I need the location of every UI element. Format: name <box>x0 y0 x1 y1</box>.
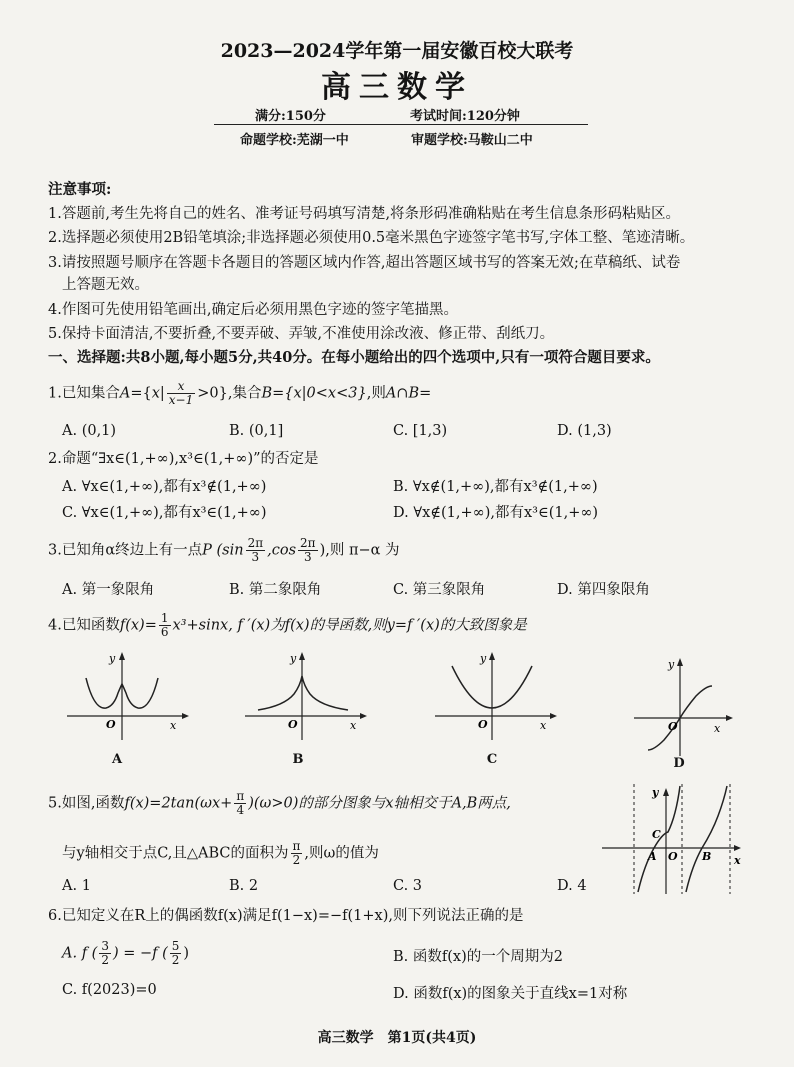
q5-option-b: B. 2 <box>229 878 259 894</box>
q1-option-d: D. (1,3) <box>557 423 612 439</box>
q5-tan-graph <box>596 776 746 896</box>
graph-d <box>630 650 740 760</box>
graph-c-label: C <box>486 752 498 767</box>
graph-b-label: B <box>292 752 304 767</box>
axis-label: x <box>714 722 721 735</box>
header-divider <box>214 124 588 125</box>
question-1-stem: 1.已知集合A={x| $\frac{x}{x-1}$ >0},集合B={x|0<x<3},则A∩B= <box>48 379 432 407</box>
note-item: 4.作图可先使用铅笔画出,确定后必须用黑色字迹的签字笔描黑。 <box>48 302 458 318</box>
q6-option-b: B. 函数f(x)的一个周期为2 <box>393 949 563 965</box>
question-4-stem: 4.已知函数f(x)= $\frac{1}{6}$ x³+sinx, f ′(x)为f(x)的导函数,则y=f ′(x)的大致图象是 <box>48 611 527 639</box>
graph-d-label: D <box>673 756 685 771</box>
note-item: 1.答题前,考生先将自己的姓名、准考证号码填写清楚,将条形码准确粘贴在考生信息条形码粘贴区。 <box>48 206 681 222</box>
q3-option-c: C. 第三象限角 <box>393 582 486 598</box>
setter-school: 命题学校:芜湖一中 <box>240 133 349 148</box>
full-score: 满分:150分 <box>255 109 326 124</box>
fig-label: x <box>734 854 741 867</box>
notes-heading: 注意事项: <box>48 181 112 198</box>
axis-label: y <box>109 652 116 665</box>
q2-option-b: B. ∀x∉(1,+∞),都有x³∉(1,+∞) <box>393 479 598 495</box>
fig-label: O <box>668 850 678 863</box>
axis-label: y <box>290 652 297 665</box>
question-5-stem: 5.如图,函数f(x)=2tan(ωx+ $\frac{\pi}{4}$ )(ω>0)的部分图象与x轴相交于A,B两点, <box>48 789 511 817</box>
q6-option-d: D. 函数f(x)的图象关于直线x=1对称 <box>393 986 628 1002</box>
origin-label: O <box>288 718 298 731</box>
graph-c <box>430 648 560 743</box>
note-item: 3.请按照题号顺序在答题卡各题目的答题区域内作答,超出答题区域书写的答案无效;在草稿纸、试卷 <box>48 255 681 271</box>
exam-subject: 高三数学 <box>321 70 473 105</box>
q3-option-d: D. 第四象限角 <box>557 582 650 598</box>
fig-label: C <box>652 828 661 841</box>
graph-a-label: A <box>111 752 123 767</box>
origin-label: O <box>478 718 488 731</box>
axis-label: x <box>170 719 177 732</box>
question-5-line2: 与y轴相交于点C,且△ABC的面积为 $\frac{\pi}{2}$ ,则ω的值为 <box>62 839 379 867</box>
q5-option-a: A. 1 <box>62 878 91 894</box>
origin-label: O <box>106 718 116 731</box>
question-2-stem: 2.命题“∃x∈(1,+∞),x³∈(1,+∞)”的否定是 <box>48 451 319 467</box>
axis-label: y <box>480 652 487 665</box>
q6-option-c: C. f(2023)=0 <box>62 982 157 998</box>
graph-a <box>62 648 192 743</box>
q2-option-d: D. ∀x∉(1,+∞),都有x³∈(1,+∞) <box>393 505 599 521</box>
origin-label: O <box>668 720 678 733</box>
exam-title: 2023—2024学年第一届安徽百校大联考 <box>220 40 574 62</box>
note-item: 2.选择题必须使用2B铅笔填涂;非选择题必须使用0.5毫米黑色字迹签字笔书写,字体工整、笔迹清晰。 <box>48 230 695 246</box>
question-3-stem: 3.已知角α终边上有一点P (sin $\frac{2\pi}{3}$ ,cos $\frac{2\pi}{3}$ ),则 π−α 为 <box>48 536 400 564</box>
q3-option-a: A. 第一象限角 <box>62 582 155 598</box>
axis-label: y <box>668 658 675 671</box>
page-footer: 高三数学 第1页(共4页) <box>317 1030 477 1046</box>
q6-option-a: A. f ( $\frac{3}{2}$ ) = −f ( $\frac{5}{2}$ ) <box>62 939 190 967</box>
fig-label: y <box>652 786 659 799</box>
fig-label: B <box>702 850 712 863</box>
fig-label: A <box>648 850 657 863</box>
graph-b <box>240 648 370 743</box>
question-6-stem: 6.已知定义在R上的偶函数f(x)满足f(1−x)=−f(1+x),则下列说法正确的是 <box>48 908 524 924</box>
q2-option-a: A. ∀x∈(1,+∞),都有x³∉(1,+∞) <box>62 479 267 495</box>
q1-option-b: B. (0,1] <box>229 423 284 439</box>
axis-label: x <box>540 719 547 732</box>
q1-option-a: A. (0,1) <box>62 423 117 439</box>
note-item: 上答题无效。 <box>62 277 149 293</box>
exam-time: 考试时间:120分钟 <box>410 109 520 124</box>
q3-option-b: B. 第二象限角 <box>229 582 322 598</box>
reviewer-school: 审题学校:马鞍山二中 <box>411 133 533 148</box>
section-heading: 一、选择题:共8小题,每小题5分,共40分。在每小题给出的四个选项中,只有一项符合题目要求。 <box>48 349 660 366</box>
q2-option-c: C. ∀x∈(1,+∞),都有x³∈(1,+∞) <box>62 505 267 521</box>
q1-option-c: C. [1,3) <box>393 423 448 439</box>
q5-option-d: D. 4 <box>557 878 587 894</box>
axis-label: x <box>350 719 357 732</box>
note-item: 5.保持卡面清洁,不要折叠,不要弄破、弄皱,不准使用涂改液、修正带、刮纸刀。 <box>48 326 555 342</box>
q5-option-c: C. 3 <box>393 878 423 894</box>
